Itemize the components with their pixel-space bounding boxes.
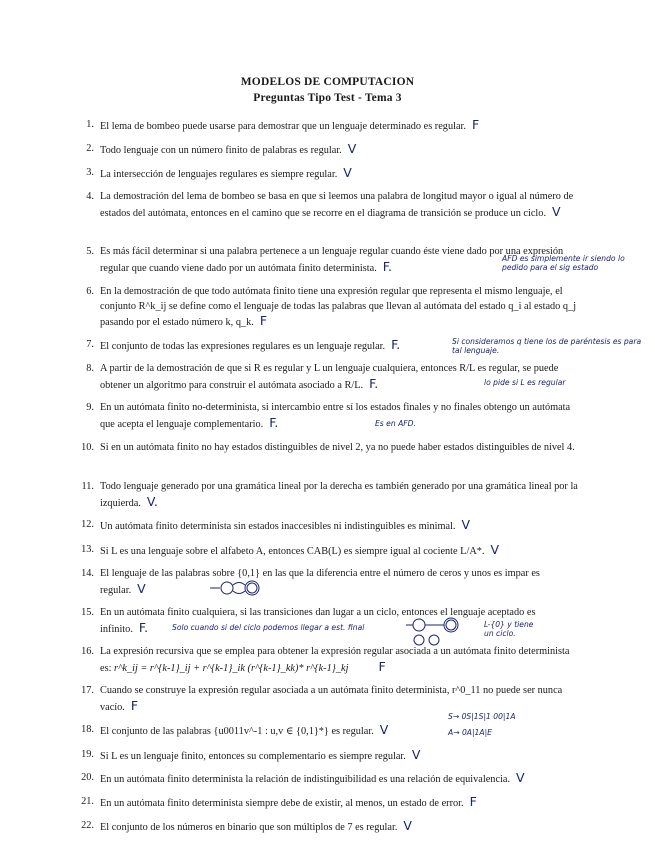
question-1 <box>86 117 578 135</box>
handwritten-answer: F. <box>391 337 401 352</box>
question-text: En un autómata finito no-determinista, si intercambio entre sí los estados finales y no finales obtengo un autómata que acepta el lenguaje complementario. <box>100 402 571 430</box>
question-number: 6. <box>86 286 94 297</box>
question-11 <box>81 480 578 511</box>
question-number: 7. <box>86 339 94 350</box>
question-number: 2. <box>86 143 94 154</box>
handwritten-answer: V <box>516 770 525 785</box>
handwritten-answer: V <box>343 165 352 180</box>
question-13 <box>81 542 578 560</box>
question-text: Un autómata finito determinista sin estados inaccesibles ni indistinguibles es minimal. <box>100 521 456 532</box>
question-text: En un autómata finito cualquiera, si las transiciones dan lugar a un ciclo, entonces el lenguaje aceptado es infinito. <box>100 607 536 635</box>
question-18 <box>81 722 578 740</box>
handwritten-answer: F. <box>269 414 279 430</box>
handwritten-note: Solo cuando si del ciclo podemos llegar a est. final <box>172 623 365 632</box>
handwritten-answer: V <box>552 203 561 219</box>
question-text: En un autómata finito determinista siempre debe de existir, al menos, un estado de error. <box>100 798 464 809</box>
handwritten-answer: F. <box>382 258 392 274</box>
handwritten-note: AFD es simplemente ir siendo lo pedido para el sig estado <box>502 254 625 272</box>
question-6 <box>86 285 578 331</box>
question-number: 4. <box>86 191 94 202</box>
question-text: La intersección de lenguajes regulares es siempre regular. <box>100 169 338 180</box>
question-14 <box>81 567 578 598</box>
question-text: Si L es un lenguaje finito, entonces su complementario es siempre regular. <box>100 751 406 762</box>
question-number: 19. <box>81 749 94 760</box>
handwritten-answer: V <box>347 141 357 156</box>
question-number: 5. <box>86 246 94 257</box>
question-text: Si L es una lenguaje sobre el alfabeto A, entonces CAB(L) es siempre igual al cociente L/A*. <box>100 546 485 557</box>
question-text: Es más fácil determinar si una palabra pertenece a un lenguaje regular cuando éste viene dado por una expresión regular que cuando viene dado por un autómata finito determinista. <box>100 246 564 274</box>
question-text: La expresión recursiva que se emplea para obtener la expresión regular asociada a un autómata finito determinista es: <box>100 646 570 674</box>
handwritten-answer: V <box>379 722 389 737</box>
question-16 <box>81 645 578 676</box>
handwritten-note: Si consideramos q tiene los de paréntesis es para tal lenguaje. <box>452 337 642 355</box>
handwritten-answer: V <box>411 747 421 762</box>
automaton-sketch <box>208 578 268 598</box>
question-number: 20. <box>81 772 94 783</box>
question-number: 11. <box>81 481 94 492</box>
handwritten-answer: V. <box>146 493 158 509</box>
question-number: 3. <box>86 167 94 178</box>
handwritten-answer: F <box>471 117 480 132</box>
automaton-sketch <box>404 617 470 647</box>
question-text: El conjunto de todas las expresiones regulares es un lenguaje regular. <box>100 341 386 352</box>
question-3 <box>86 165 578 183</box>
page-title: MODELOS DE COMPUTACION <box>240 76 415 88</box>
question-text: El lema de bombeo puede usarse para demostrar que un lenguaje determinado es regular. <box>100 121 466 132</box>
question-text: En un autómata finito determinista la relación de indistinguibilidad es una relación de equivalencia. <box>100 774 511 785</box>
question-number: 15. <box>81 607 94 618</box>
handwritten-answer: F <box>378 658 386 674</box>
question-2 <box>86 141 578 159</box>
question-text: El lenguaje de las palabras sobre {0,1} en las que la diferencia entre el número de ceros y unos es impar es regular. <box>100 568 540 596</box>
handwritten-answer: F <box>130 697 139 713</box>
question-number: 13. <box>81 544 94 555</box>
question-number: 1. <box>86 119 94 130</box>
question-9 <box>86 401 578 432</box>
handwritten-note: Es en AFD. <box>375 419 416 428</box>
handwritten-note: S→ 0S|1S|1 00|1A <box>448 712 516 721</box>
question-number: 14. <box>81 568 94 579</box>
page-subtitle: Preguntas Tipo Test - Tema 3 <box>253 92 402 104</box>
handwritten-note: L-{0} y tiene un ciclo. <box>484 620 534 638</box>
question-text: Todo lenguaje generado por una gramática lineal por la derecha es también generado por una gramática lineal por la izquierda. <box>100 481 578 509</box>
question-number: 10. <box>81 442 94 453</box>
question-text: El conjunto de las palabras {u0011v^-1 : u,v ∈ {0,1}*} es regular. <box>100 726 374 737</box>
recursive-formula: r^k_ij = r^{k-1}_ij + r^{k-1}_ik (r^{k-1}_kk)* r^{k-1}_kj <box>114 662 349 674</box>
question-text: Cuando se construye la expresión regular asociada a un autómata finito determinista, r^0_11 no puede ser nunca vacío. <box>100 685 563 713</box>
handwritten-answer: F <box>259 313 268 329</box>
question-text: Si en un autómata finito no hay estados distinguibles de nivel 2, ya no puede haber estados distinguibles de nivel 4. <box>100 442 575 453</box>
question-number: 16. <box>81 646 94 657</box>
question-number: 18. <box>81 724 94 735</box>
question-19 <box>81 747 578 765</box>
handwritten-answer: V <box>461 517 471 532</box>
handwritten-answer: V <box>137 580 146 596</box>
question-12 <box>81 517 578 535</box>
handwritten-answer: F. <box>138 619 149 635</box>
question-text: Todo lenguaje con un número finito de palabras es regular. <box>100 145 342 156</box>
question-17 <box>81 684 578 715</box>
handwritten-answer: V <box>403 818 412 833</box>
question-20 <box>81 770 600 788</box>
question-4 <box>86 190 578 221</box>
question-text: En la demostración de que todo autómata finito tiene una expresión regular que representa el mismo lenguaje, el conjunto R^k_ij se define como el lenguaje de todas las palabras que llevan al autómata del estado q_i al estado q_j pasando por el estado número k, q_k. <box>100 286 577 329</box>
question-text: La demostración del lema de bombeo se basa en que si leemos una palabra de longitud mayor o igual al número de estados del autómata, entonces en el camino que se recorre en el diagrama de transición se produce un ciclo. <box>100 191 574 219</box>
question-21 <box>81 794 578 812</box>
question-number: 17. <box>81 685 94 696</box>
question-22 <box>81 818 578 836</box>
handwritten-answer: V <box>490 542 500 557</box>
handwritten-note: A→ 0A|1A|E <box>448 728 492 737</box>
question-10 <box>81 441 578 456</box>
question-number: 9. <box>86 402 94 413</box>
handwritten-note: lo pide si L es regular <box>484 378 566 387</box>
question-text: El conjunto de los números en binario que son múltiplos de 7 es regular. <box>100 822 398 833</box>
handwritten-answer: F. <box>369 375 379 391</box>
question-text: A partir de la demostración de que si R es regular y L un lenguaje cualquiera, entonces R/L es regular, se puede obtener un algoritmo para construir el autómata asociado a R/L. <box>100 363 559 391</box>
question-number: 21. <box>81 796 94 807</box>
question-number: 12. <box>81 519 94 530</box>
question-number: 8. <box>86 363 94 374</box>
question-number: 22. <box>81 820 94 831</box>
handwritten-answer: F <box>469 794 477 809</box>
